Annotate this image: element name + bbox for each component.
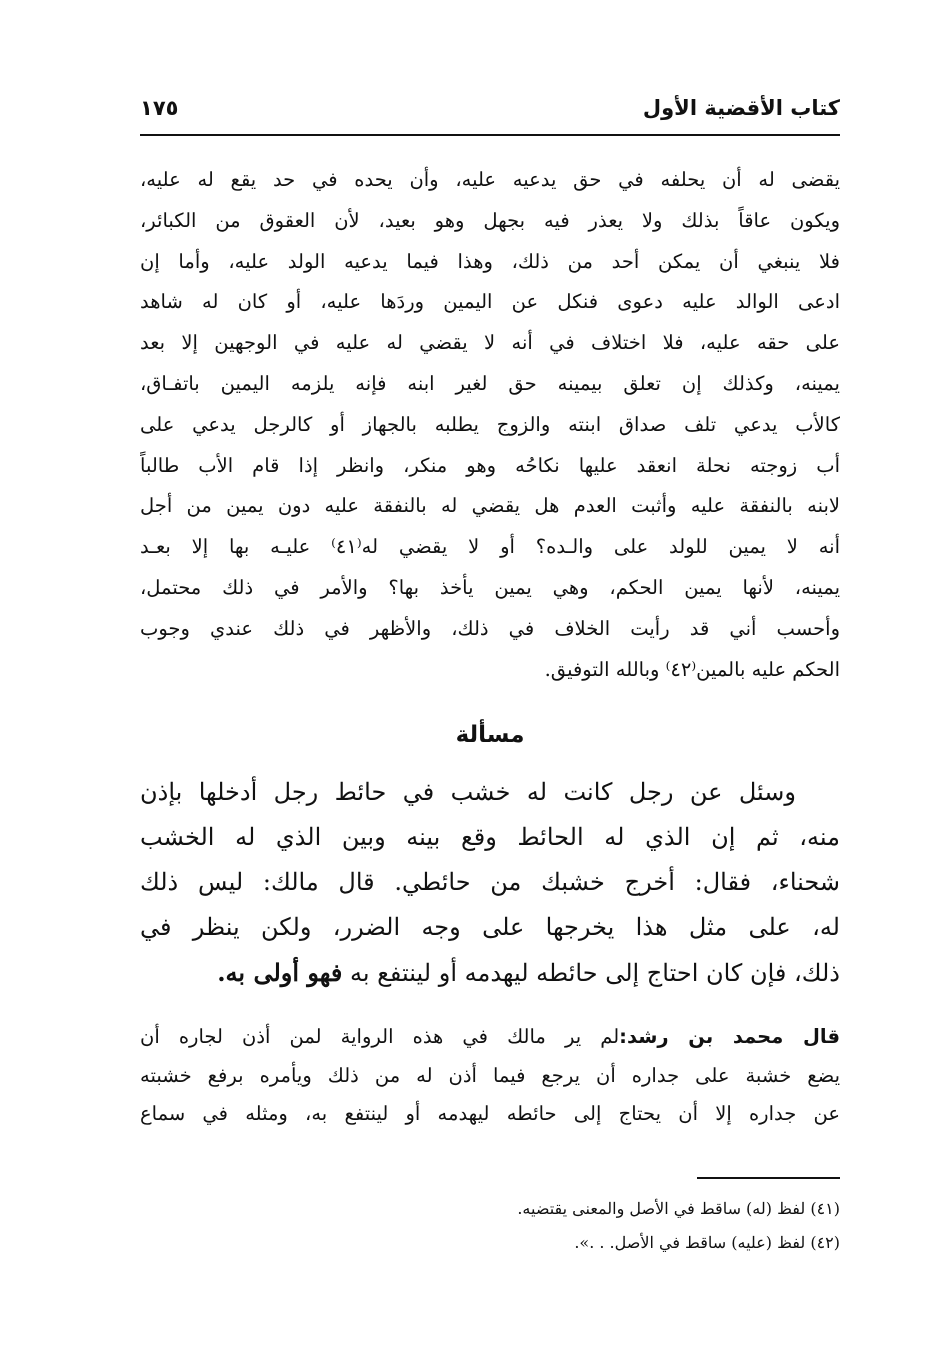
footnotes bbox=[140, 1192, 840, 1260]
text-line: فلا ينبغي أن يمكن أحد من ذلك، وهذا فيما يدعيه الولد عليه، وأما إن bbox=[140, 249, 840, 273]
answer-line-text: لم ير مالك في هذه الرواية لمن أذن لجاره أن bbox=[140, 1025, 620, 1048]
text-line: أب زوجته نحلة انعقد عليها نكاحُه وهو منكر، وانظر إذا قام الأب طالباً bbox=[140, 453, 840, 477]
section-heading: مسألة bbox=[455, 722, 525, 748]
question-line: وسئل عن رجل كانت له خشب في حائط رجل أدخلها بإذن bbox=[140, 778, 796, 806]
question-line: له، على مثل هذا يخرجها على وجه الضرر، ولكن ينظر في bbox=[140, 913, 840, 941]
text-line: ويكون عاقاً بذلك ولا يعذر فيه بجهل وهو بعيد، لأن العقوق من الكبائر، bbox=[140, 208, 840, 232]
text-line: يمينه، لأنها يمين الحكم، وهي يمين يأخذ بها؟ والأمر في ذلك محتمل، bbox=[140, 575, 840, 599]
text-line: أنه لا يمين للولد على والـده؟ أو لا يقضي له⁽٤١⁾ عليـه بها إلا بعـد bbox=[140, 535, 840, 559]
text-line: على حقه عليه، فلا اختلاف في أنه لا يقضي له عليه في الوجهين إلا بعد bbox=[140, 331, 840, 355]
footnote-41: (٤١) لفظ (له) ساقط في الأصل والمعنى يقتضيه. bbox=[517, 1199, 840, 1218]
footnote-42: (٤٢) لفظ (عليه) ساقط في الأصل. . .». bbox=[574, 1233, 840, 1252]
answer-line: يضع خشبة على جداره أن يرجع فيما أذن له من ذلك ويأمره برفع خشبته bbox=[140, 1063, 840, 1087]
text-line: لابنه بالنفقة عليه وأثبت العدم هل يقضي له بالنفقة عليه دون يمين من أجل bbox=[140, 494, 840, 518]
page-number: ١٧٥ bbox=[140, 96, 179, 120]
text-line: يمينه، وكذلك إن تعلق بيمينه حق لغير ابنه فإنه يلزمه اليمين باتفـاق، bbox=[140, 371, 840, 395]
footnote-rule bbox=[697, 1177, 840, 1179]
question-emphasis: فهو أولى به. bbox=[217, 958, 343, 987]
text-line: يقضى له أن يحلفه في حق يدعيه عليه، وأن يحده في حد يقع له عليه، bbox=[140, 168, 840, 191]
running-title: كتاب الأقضية الأول bbox=[642, 96, 840, 120]
question-line bbox=[140, 950, 840, 995]
answer-paragraph bbox=[140, 1018, 840, 1134]
question-line: شحناء، فقال: أخرج خشبك من حائطي. قال مالك: ليس ذلك bbox=[140, 868, 840, 896]
text-line: الحكم عليه بالمين⁽٤٢⁾ وبالله التوفيق. bbox=[544, 657, 840, 681]
answer-speaker: قال محمد بن رشد: bbox=[619, 1025, 840, 1048]
page-header bbox=[140, 96, 840, 130]
answer-line: عن جداره إلا أن يحتاج إلى حائطه ليهدمه أو لينتفع به، ومثله في سماع bbox=[140, 1102, 840, 1125]
question-paragraph bbox=[140, 770, 840, 995]
question-line-text: ذلك، فإن كان احتاج إلى حائطه ليهدمه أو لينتفع به bbox=[349, 959, 840, 987]
body-paragraph bbox=[140, 160, 840, 690]
answer-line bbox=[140, 1018, 840, 1057]
question-line: منه، ثم إن الذي له الحائط وقع بينه وبين الذي له الخشب bbox=[140, 823, 840, 851]
text-line: ادعى الوالد عليه دعوى فنكل عن اليمين وردَها عليه، أو كان له شاهد bbox=[140, 290, 840, 314]
header-rule bbox=[140, 134, 840, 136]
text-line: كالأب يدعي تلف صداق ابنته والزوج يطلبه بالجهاز أو كالرجل يدعي على bbox=[140, 412, 840, 436]
text-line: وأحسب أني قد رأيت الخلاف في ذلك، والأظهر في ذلك عندي وجوب bbox=[140, 616, 840, 640]
